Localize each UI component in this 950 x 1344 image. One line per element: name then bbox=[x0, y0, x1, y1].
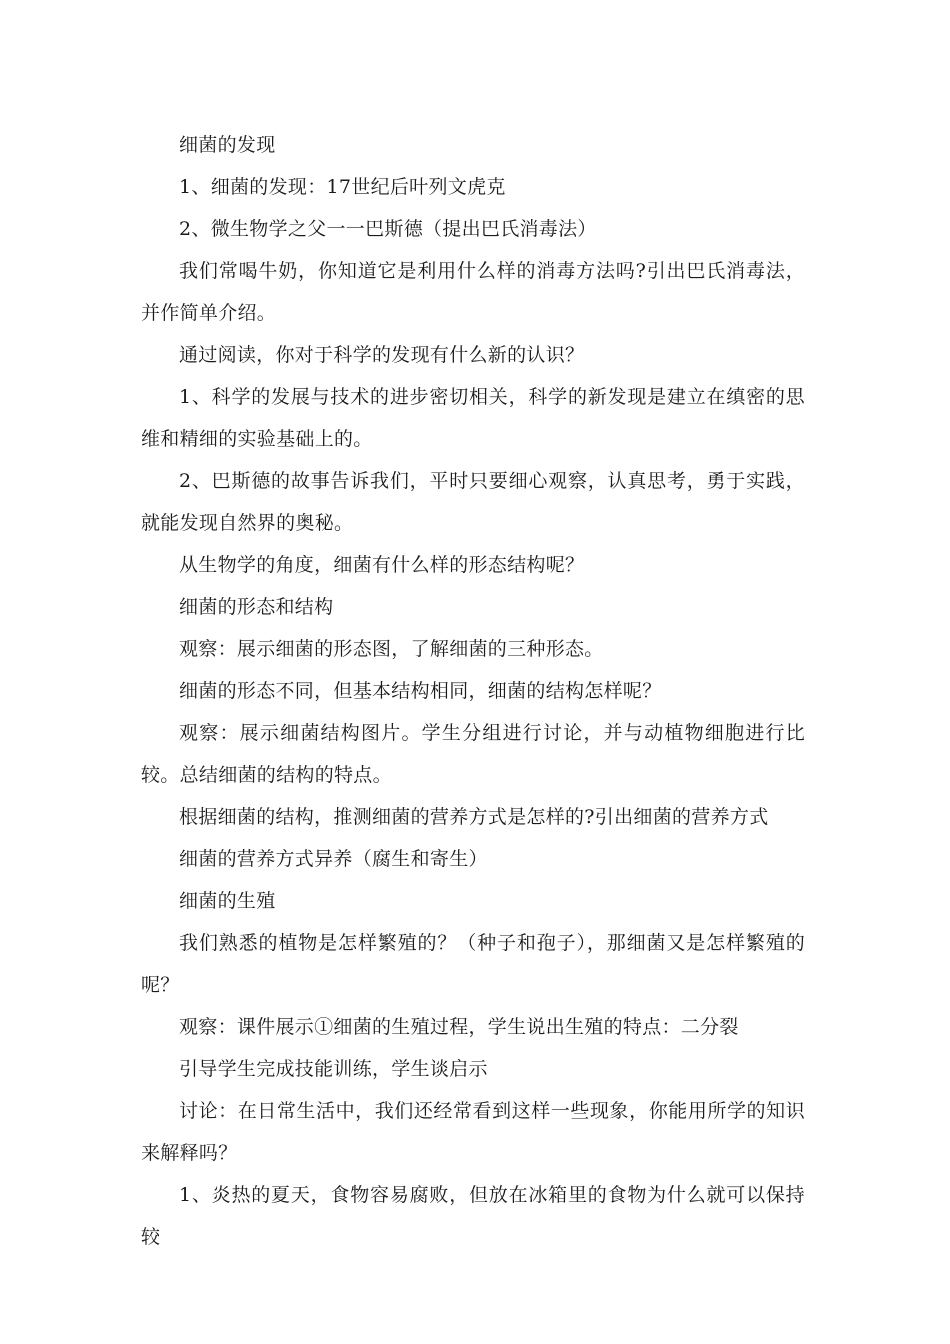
paragraph-nutrition-mode: 细菌的营养方式异养（腐生和寄生） bbox=[179, 848, 488, 870]
paragraph-structure-question: 细菌的形态不同，但基本结构相同，细菌的结构怎样呢？ bbox=[179, 680, 662, 702]
paragraph-science-point-1: 1、科学的发展与技术的进步密切相关，科学的新发现是建立在缜密的思维和精细的实验基础上的。 bbox=[141, 386, 805, 450]
document-body bbox=[141, 124, 805, 1258]
paragraph-morphology-heading: 细菌的形态和结构 bbox=[179, 596, 334, 618]
paragraph-reading-question: 通过阅读，你对于科学的发现有什么新的认识？ bbox=[179, 344, 585, 366]
paragraph-milk-question: 我们常喝牛奶，你知道它是利用什么样的消毒方法吗?引出巴氏消毒法，并作简单介绍。 bbox=[141, 260, 805, 324]
paragraph-pasteur: 2、微生物学之父一一巴斯德（提出巴氏消毒法） bbox=[179, 218, 597, 240]
paragraph-nutrition-question: 根据细菌的结构，推测细菌的营养方式是怎样的?引出细菌的营养方式 bbox=[179, 806, 769, 828]
paragraph-discussion: 讨论：在日常生活中，我们还经常看到这样一些现象，你能用所学的知识来解释吗？ bbox=[141, 1100, 805, 1164]
paragraph-skill-training: 引导学生完成技能训练，学生谈启示 bbox=[179, 1058, 488, 1080]
paragraph-reproduction-heading: 细菌的生殖 bbox=[179, 890, 276, 912]
paragraph-observe-structure: 观察：展示细菌结构图片。学生分组进行讨论，并与动植物细胞进行比较。总结细菌的结构的特点。 bbox=[141, 722, 805, 786]
paragraph-summer-food: 1、炎热的夏天，食物容易腐败，但放在冰箱里的食物为什么就可以保持较 bbox=[141, 1184, 805, 1248]
paragraph-discovery-heading: 细菌的发现 bbox=[179, 134, 276, 156]
paragraph-science-point-2: 2、巴斯德的故事告诉我们，平时只要细心观察，认真思考，勇于实践，就能发现自然界的奥秘。 bbox=[141, 470, 805, 534]
paragraph-leeuwenhoek: 1、细菌的发现：17世纪后叶列文虎克 bbox=[179, 176, 506, 198]
paragraph-observe-reproduction: 观察：课件展示①细菌的生殖过程，学生说出生殖的特点：二分裂 bbox=[179, 1016, 739, 1038]
paragraph-biology-question: 从生物学的角度，细菌有什么样的形态结构呢？ bbox=[179, 554, 585, 576]
paragraph-reproduction-question: 我们熟悉的植物是怎样繁殖的？（种子和孢子），那细菌又是怎样繁殖的呢？ bbox=[141, 932, 805, 996]
paragraph-observe-shapes: 观察：展示细菌的形态图，了解细菌的三种形态。 bbox=[179, 638, 604, 660]
